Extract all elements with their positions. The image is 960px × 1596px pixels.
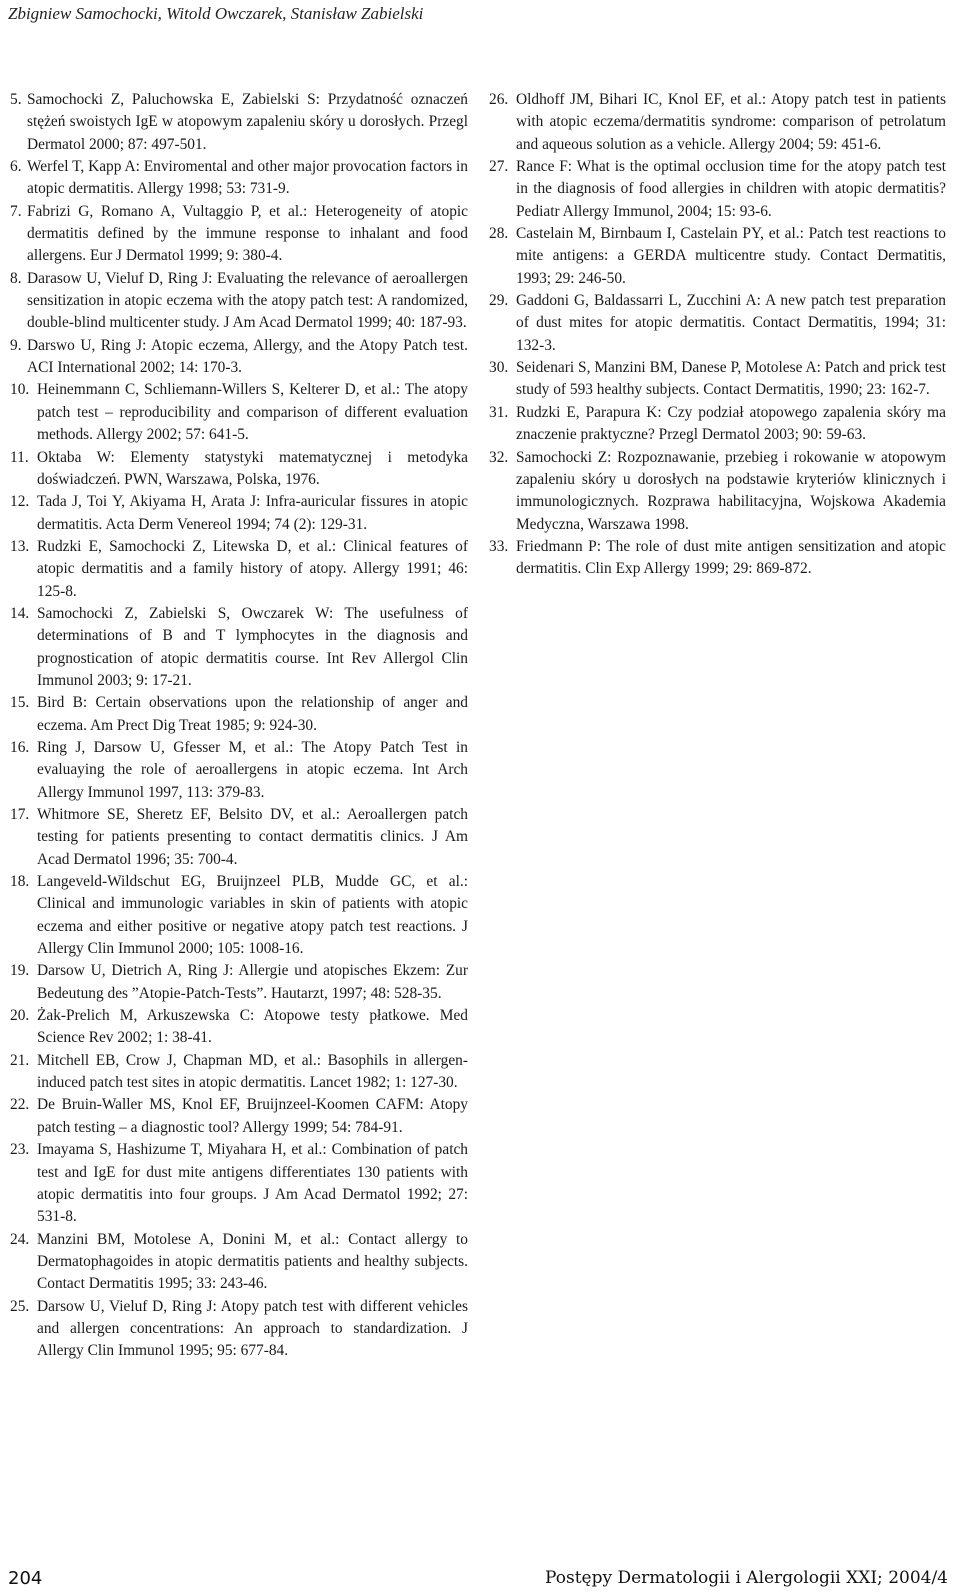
- reference-number: 32.: [489, 448, 509, 466]
- reference-item: [10, 1050, 468, 1095]
- reference-text: Rudzki E, Parapura K: Czy podział atopowego zapalenia skóry ma znaczenie praktyczne? Przegl Dermatol 2003; 90: 59-63.: [516, 403, 946, 444]
- reference-text: Oldhoff JM, Bihari IC, Knol EF, et al.: Atopy patch test in patients with atopic eczema/dermatitis syndrome: comparison of petrolatum and aqueous solution as a vehicle. Allergy 2004; 59: 451-6.: [516, 91, 946, 153]
- reference-text: De Bruin-Waller MS, Knol EF, Bruijnzeel-Koomen CAFM: Atopy patch testing – a diagnostic tool? Allergy 1999; 54: 784-91.: [37, 1096, 468, 1136]
- reference-item: [10, 871, 468, 960]
- reference-item: [10, 89, 468, 156]
- reference-text: Mitchell EB, Crow J, Chapman MD, et al.: Basophils in allergen-induced patch test sites in atopic dermatitis. Lancet 1982; 1: 127-30.: [37, 1051, 468, 1092]
- running-header: Zbigniew Samochocki, Witold Owczarek, Stanisław Zabielski: [8, 4, 424, 23]
- reference-item: [10, 603, 468, 692]
- reference-number: 5.: [10, 91, 22, 108]
- reference-text: Darsow U, Dietrich A, Ring J: Allergie und atopisches Ekzem: Zur Bedeutung des ”Atopie-Patch-Tests”. Hautarzt, 1997; 48: 528-35.: [37, 962, 468, 1002]
- reference-number: 8.: [10, 269, 22, 287]
- reference-number: 22.: [10, 1096, 30, 1114]
- reference-item: [489, 223, 946, 290]
- reference-item: [489, 156, 946, 223]
- reference-item: [10, 201, 468, 268]
- reference-item: [10, 1005, 468, 1050]
- reference-text: Tada J, Toi Y, Akiyama H, Arata J: Infra-auricular fissures in atopic dermatitis. Acta Derm Venereol 1994; 74 (2): 129-31.: [37, 493, 468, 533]
- reference-number: 19.: [10, 962, 30, 980]
- reference-number: 17.: [10, 806, 30, 823]
- reference-item: [10, 491, 468, 536]
- reference-text: Gaddoni G, Baldassarri L, Zucchini A: A new patch test preparation of dust mites for atopic dermatitis. Contact Dermatitis, 1994; 31: 132-3.: [516, 292, 946, 354]
- reference-text: Rudzki E, Samochocki Z, Litewska D, et al.: Clinical features of atopic dermatitis and a family history of atopy. Allergy 1991; 46: 125-8.: [37, 537, 468, 600]
- reference-text: Werfel T, Kapp A: Enviromental and other major provocation factors in atopic dermatitis. Allergy 1998; 53: 731-9.: [27, 158, 468, 198]
- reference-text: Samochocki Z, Zabielski S, Owczarek W: The usefulness of determinations of B and T lymphocytes in the diagnosis and prognostication of atopic dermatitis course. Int Rev Allergol Clin Immunol 2003; 9: 17-21.: [37, 604, 468, 689]
- reference-item: [10, 1094, 468, 1139]
- reference-number: 26.: [489, 91, 509, 108]
- reference-text: Langeveld-Wildschut EG, Bruijnzeel PLB, Mudde GC, et al.: Clinical and immunologic variables in skin of patients with atopic eczema and either positive or negative atopy patch test reactions. J Allergy Clin Immunol 2000; 105: 1008-16.: [37, 873, 468, 958]
- reference-text: Oktaba W: Elementy statystyki matematycznej i metodyka doświadczeń. PWN, Warszawa, Polska, 1976.: [37, 448, 468, 488]
- reference-text: Samochocki Z: Rozpoznawanie, przebieg i rokowanie w atopowym zapaleniu skóry u dorosłych na podstawie kryteriów klinicznych i immunologicznych. Rozprawa habilitacyjna, Wojskowa Akademia Medyczna, Warszawa 1998.: [516, 448, 946, 533]
- journal-footer: Postępy Dermatologii i Alergologii XXI; 2004/4: [544, 1568, 948, 1588]
- reference-item: [489, 536, 946, 581]
- reference-item: [489, 402, 946, 447]
- reference-number: 6.: [10, 158, 22, 176]
- reference-item: [489, 290, 946, 357]
- reference-text: Seidenari S, Manzini BM, Danese P, Motolese A: Patch and prick test study of 593 healthy subjects. Contact Dermatitis, 1990; 23: 162-7.: [516, 359, 946, 399]
- reference-number: 29.: [489, 292, 509, 310]
- reference-item: [489, 357, 946, 402]
- reference-number: 7.: [10, 202, 22, 220]
- reference-number: 25.: [10, 1297, 30, 1315]
- references-column-right: [489, 89, 946, 581]
- reference-number: 28.: [489, 225, 509, 243]
- reference-text: Heinemmann C, Schliemann-Willers S, Kelterer D, et al.: The atopy patch test – reproducibility and comparison of different evaluation methods. Allergy 2002; 57: 641-5.: [37, 381, 468, 444]
- reference-text: Bird B: Certain observations upon the relationship of anger and eczema. Am Prect Dig Treat 1985; 9: 924-30.: [37, 694, 468, 734]
- reference-text: Ring J, Darsow U, Gfesser M, et al.: The Atopy Patch Test in evaluaying the role of aeroallergens in atopic eczema. Int Arch Allergy Immunol 1997, 113: 379-83.: [37, 738, 468, 801]
- reference-number: 13.: [10, 537, 30, 555]
- reference-number: 23.: [10, 1141, 30, 1159]
- reference-item: [10, 335, 468, 380]
- reference-number: 27.: [489, 158, 509, 176]
- reference-item: [489, 447, 946, 536]
- reference-number: 9.: [10, 336, 22, 354]
- reference-number: 20.: [10, 1007, 30, 1025]
- reference-text: Darsow U, Vieluf D, Ring J: Atopy patch test with different vehicles and allergen concentrations: An approach to standardization. J Allergy Clin Immunol 1995; 95: 677-84.: [37, 1297, 468, 1360]
- reference-item: [10, 268, 468, 335]
- reference-item: [10, 960, 468, 1005]
- reference-item: [10, 379, 468, 446]
- reference-text: Friedmann P: The role of dust mite antigen sensitization and atopic dermatitis. Clin Exp Allergy 1999; 29: 869-872.: [516, 537, 946, 578]
- reference-number: 30.: [489, 359, 509, 377]
- reference-number: 14.: [10, 604, 30, 622]
- reference-item: [489, 89, 946, 156]
- reference-text: Darasow U, Vieluf D, Ring J: Evaluating the relevance of aeroallergen sensitization in atopic eczema with the atopy patch test: A randomized, double-blind multicenter study. J Am Acad Dermatol 1999; 40: 187-93.: [27, 269, 468, 332]
- reference-text: Castelain M, Birnbaum I, Castelain PY, et al.: Patch test reactions to mite antigens: a GERDA multicentre study. Contact Dermatitis, 1993; 29: 246-50.: [516, 225, 946, 287]
- reference-text: Imayama S, Hashizume T, Miyahara H, et al.: Combination of patch test and IgE for dust mite antigens differentiates 130 patients with atopic dermatitis into four groups. J Am Acad Dermatol 1992; 27: 531-8.: [37, 1141, 468, 1226]
- reference-text: Żak-Prelich M, Arkuszewska C: Atopowe testy płatkowe. Med Science Rev 2002; 1: 38-41.: [37, 1007, 468, 1047]
- reference-item: [10, 1139, 468, 1228]
- reference-item: [10, 536, 468, 603]
- reference-item: [10, 804, 468, 871]
- reference-text: Fabrizi G, Romano A, Vultaggio P, et al.: Heterogeneity of atopic dermatitis defined by the immune response to inhalant and food allergens. Eur J Dermatol 1999; 9: 380-4.: [27, 202, 468, 265]
- reference-item: [10, 692, 468, 737]
- reference-text: Samochocki Z, Paluchowska E, Zabielski S: Przydatność oznaczeń stężeń swoistych IgE w atopowym zapaleniu skóry u dorosłych. Przegl Dermatol 2000; 87: 497-501.: [27, 91, 468, 153]
- reference-item: [10, 447, 468, 492]
- page-number: 204: [8, 1568, 43, 1589]
- reference-item: [10, 737, 468, 804]
- reference-number: 31.: [489, 403, 509, 421]
- reference-text: Darswo U, Ring J: Atopic eczema, Allergy, and the Atopy Patch test. ACI International 2002; 14: 170-3.: [27, 336, 468, 377]
- reference-item: [10, 1296, 468, 1363]
- reference-number: 33.: [489, 537, 509, 555]
- reference-text: Manzini BM, Motolese A, Donini M, et al.: Contact allergy to Dermatophagoides in atopic dermatitis patients and healthy subjects. Contact Dermatitis 1995; 33: 243-46.: [37, 1230, 468, 1293]
- reference-text: Whitmore SE, Sheretz EF, Belsito DV, et al.: Aeroallergen patch testing for patients presenting to contact dermatitis clinics. J Am Acad Dermatol 1996; 35: 700-4.: [37, 806, 468, 868]
- reference-number: 21.: [10, 1051, 30, 1069]
- reference-item: [10, 1229, 468, 1296]
- reference-number: 12.: [10, 493, 30, 511]
- reference-number: 18.: [10, 873, 30, 891]
- reference-number: 10.: [10, 381, 30, 399]
- reference-number: 11.: [10, 448, 29, 466]
- reference-text: Rance F: What is the optimal occlusion time for the atopy patch test in the diagnosis of food allergies in children with atopic dermatitis? Pediatr Allergy Immunol, 2004; 15: 93-6.: [516, 158, 946, 220]
- reference-number: 15.: [10, 694, 30, 712]
- reference-number: 16.: [10, 738, 30, 756]
- reference-number: 24.: [10, 1230, 30, 1248]
- references-column-left: [10, 89, 468, 1363]
- reference-item: [10, 156, 468, 201]
